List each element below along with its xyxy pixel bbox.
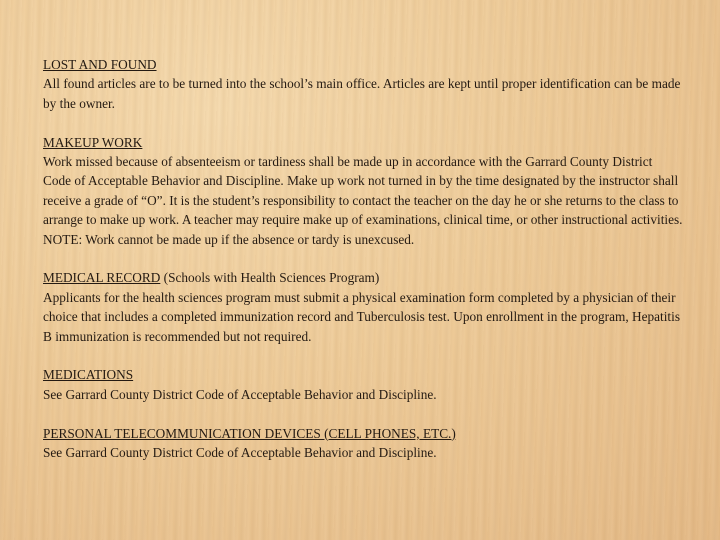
section-heading: LOST AND FOUND [43, 57, 157, 72]
section-personal-telecommunication-devices [43, 424, 683, 463]
section-heading-line [43, 268, 683, 287]
section-heading-line [43, 424, 683, 443]
section-body: See Garrard County District Code of Acceptable Behavior and Discipline. [43, 386, 437, 402]
section-body: See Garrard County District Code of Acceptable Behavior and Discipline. [43, 445, 437, 461]
section-makeup-work [43, 133, 683, 249]
section-heading-line [43, 133, 683, 152]
section-body: All found articles are to be turned into the school’s main office. Articles are kept until proper identification can be made by the owner. [43, 76, 681, 111]
section-lost-and-found [43, 55, 683, 113]
section-body: Work missed because of absenteeism or tardiness shall be made up in accordance with the Garrard County District Code of Acceptable Behavior and Discipline. Make up work not turned in by the time designated by the instructor shall receive a grade of “O”. It is the student’s responsibility to contact the teacher on the day he or she returns to the class to arrange to make up work. A teacher may require make up of examinations, clinical time, or other instructional activities. NOTE: Work cannot be made up if the absence or tardy is unexcused. [43, 154, 683, 247]
section-body: Applicants for the health sciences program must submit a physical examination form completed by a physician of their choice that includes a completed immunization record and Tuberculosis test. Upon enrollment in the program, Hepatitis B immunization is recommended but not required. [43, 289, 680, 344]
section-heading: MAKEUP WORK [43, 134, 143, 150]
section-heading-line [43, 55, 683, 74]
section-heading-note: (Schools with Health Sciences Program) [160, 270, 380, 286]
section-heading: PERSONAL TELECOMMUNICATION DEVICES (CELL PHONES, ETC.) [43, 425, 456, 441]
section-heading: MEDICATIONS [43, 367, 134, 383]
section-heading: MEDICAL RECORD [43, 270, 161, 286]
section-medical-record [43, 268, 683, 346]
slide-content [43, 55, 683, 482]
section-medications [43, 365, 683, 404]
section-heading-line [43, 365, 683, 384]
